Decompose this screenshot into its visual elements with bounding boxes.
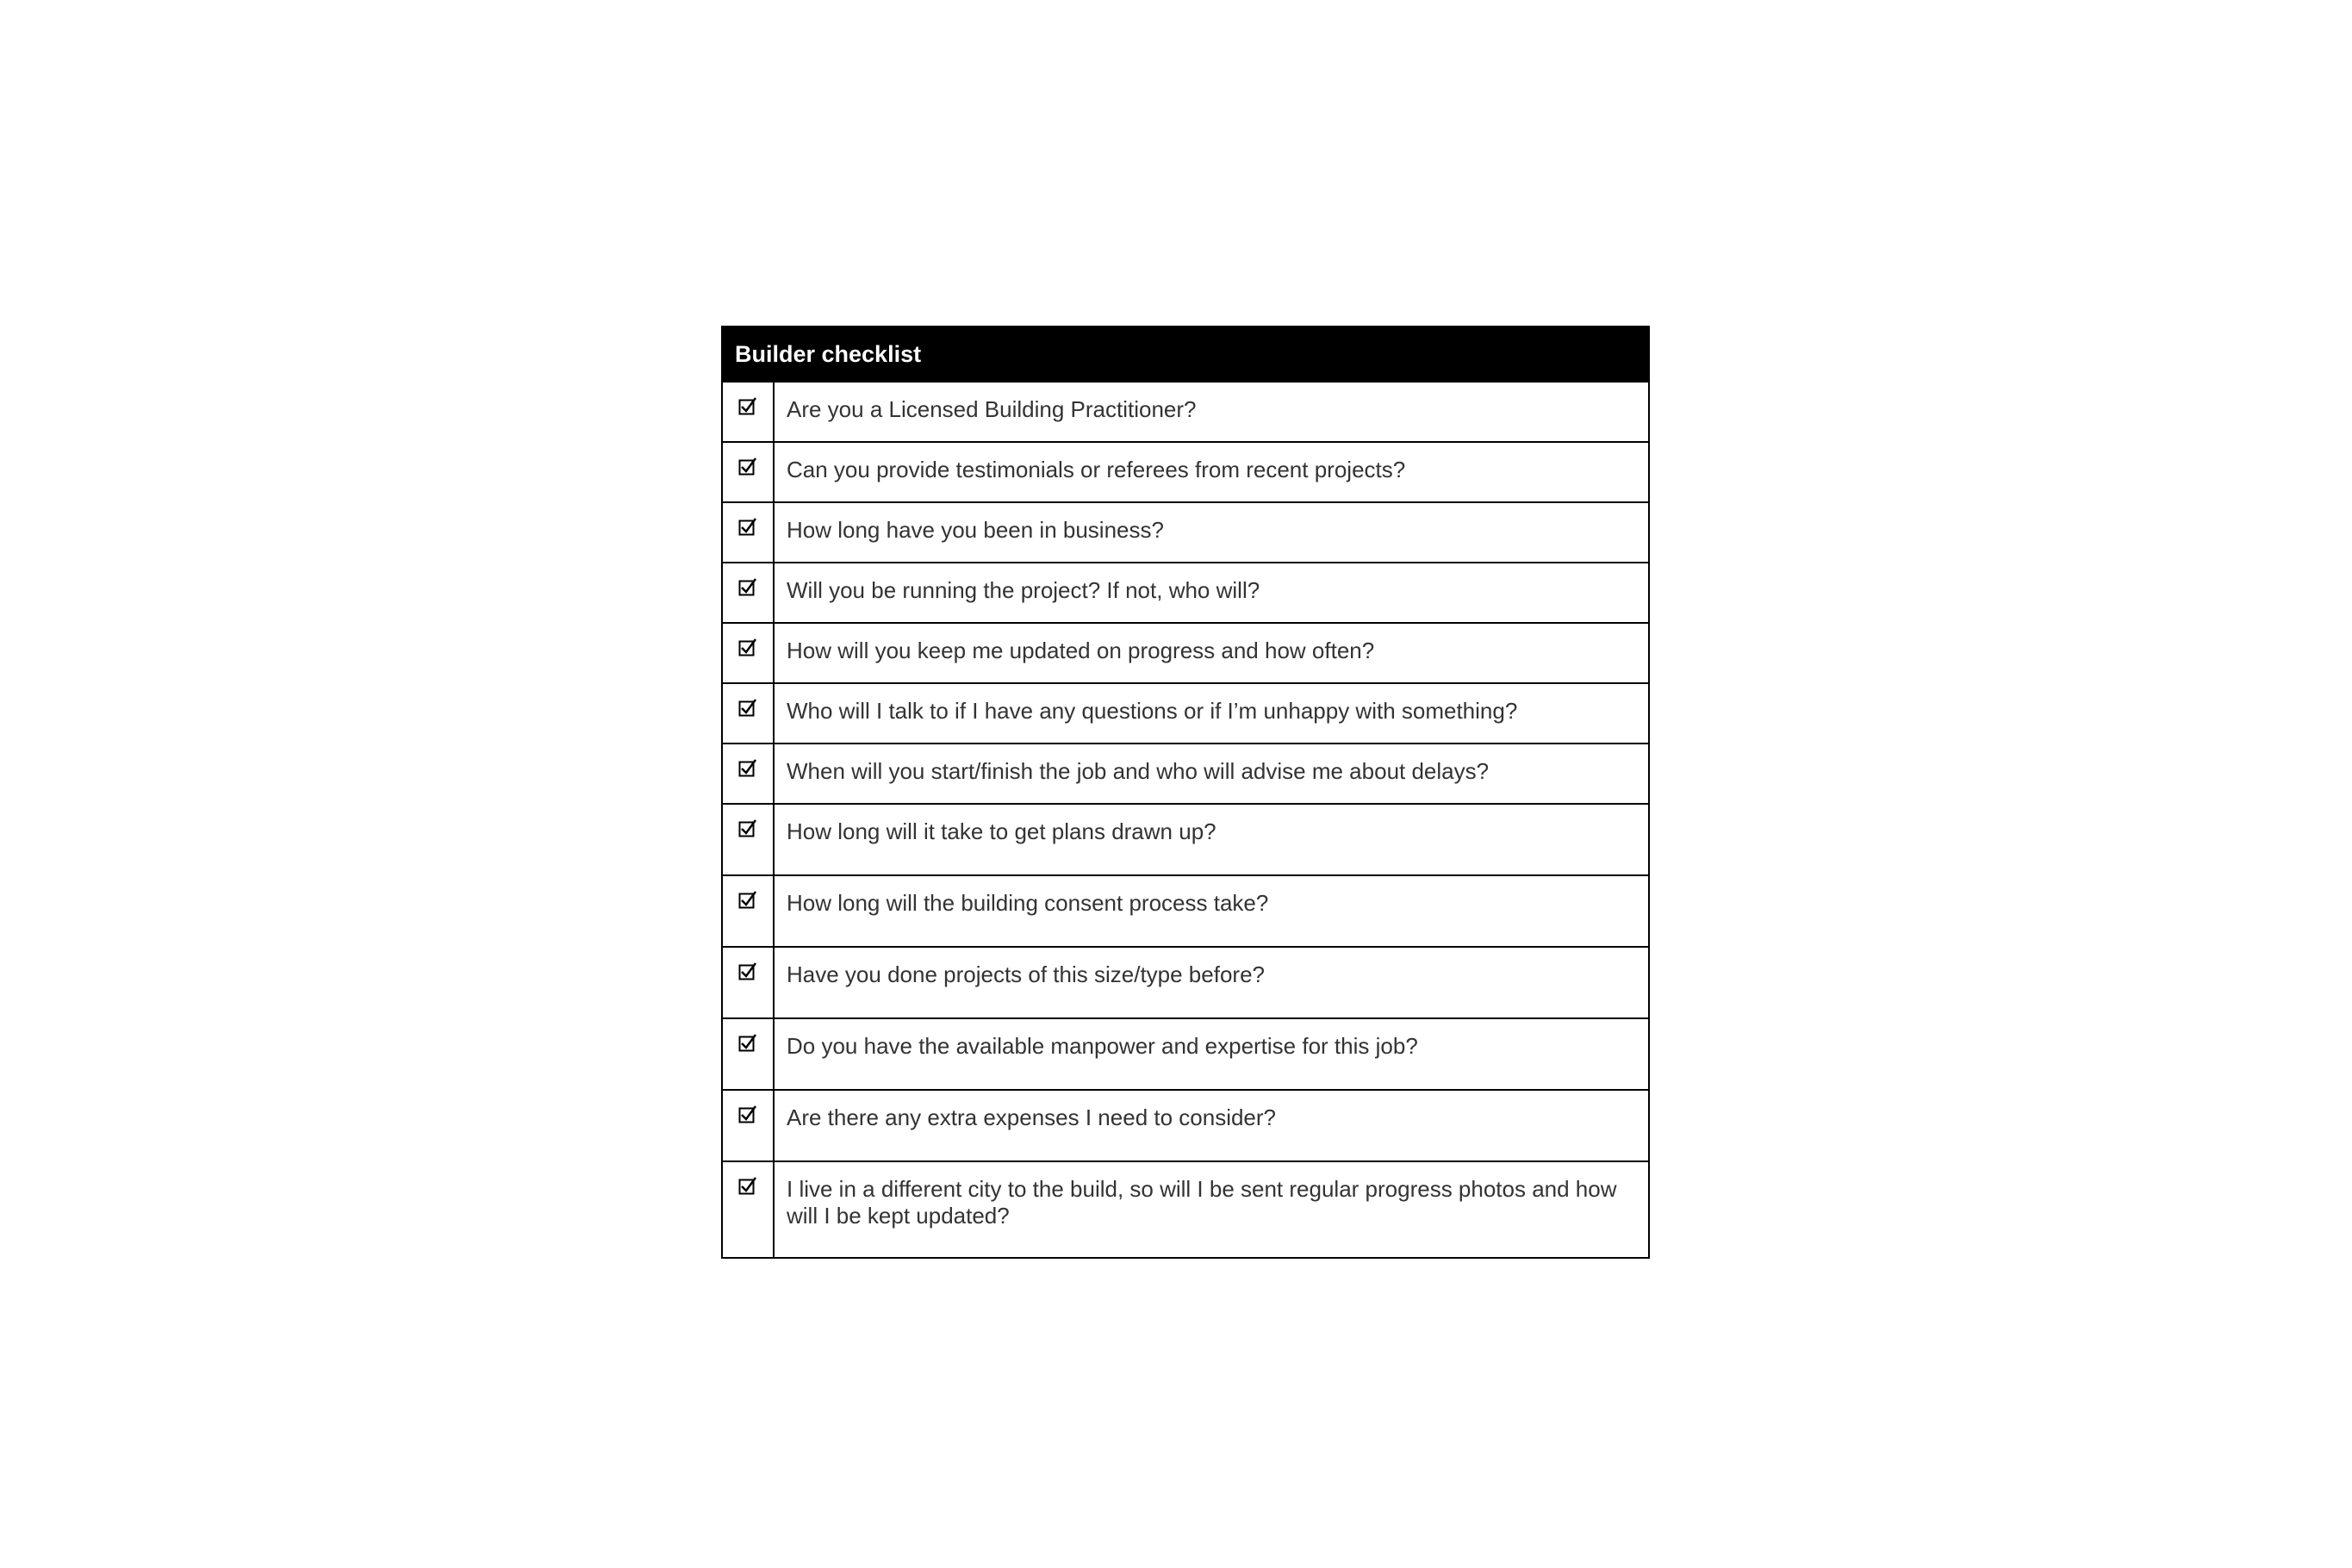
checklist-item-text: Have you done projects of this size/type before? [787, 961, 1265, 987]
checked-box-icon [738, 1104, 757, 1123]
checklist-item-text: I live in a different city to the build, so will I be sent regular progress photos and how will I be kept updated? [787, 1176, 1617, 1229]
table-row [723, 803, 1648, 874]
table-row [723, 622, 1648, 682]
check-cell [723, 1091, 775, 1160]
check-cell [723, 876, 775, 946]
checked-box-icon [738, 961, 757, 980]
table-row [723, 946, 1648, 1017]
checked-box-icon [738, 890, 757, 909]
table-row [723, 874, 1648, 946]
checked-box-icon [738, 1033, 757, 1052]
table-row [723, 682, 1648, 743]
checklist-item-text: How will you keep me updated on progress and how often? [787, 638, 1375, 663]
checked-box-icon [738, 758, 757, 777]
table-row [723, 441, 1648, 501]
check-cell [723, 563, 775, 622]
checklist-item-text: How long will the building consent process take? [787, 890, 1269, 916]
checked-box-icon [738, 457, 757, 476]
table-row [723, 562, 1648, 622]
checklist-item-text: Are there any extra expenses I need to consider? [787, 1104, 1277, 1130]
check-cell [723, 443, 775, 501]
checklist-item-text: Are you a Licensed Building Practitioner? [787, 396, 1197, 422]
checked-box-icon [738, 638, 757, 656]
checked-box-icon [738, 1176, 757, 1195]
check-cell [723, 503, 775, 562]
check-cell [723, 1019, 775, 1089]
checked-box-icon [738, 818, 757, 837]
checked-box-icon [738, 396, 757, 415]
check-cell [723, 624, 775, 682]
checklist-item-text: Who will I talk to if I have any questions or if I’m unhappy with something? [787, 698, 1518, 724]
checklist-item-text: Will you be running the project? If not, who will? [787, 577, 1260, 603]
checklist-item-text: When will you start/finish the job and who will advise me about delays? [787, 758, 1490, 784]
checklist-item-text: How long have you been in business? [787, 517, 1164, 543]
check-cell [723, 383, 775, 441]
check-cell [723, 744, 775, 803]
check-cell [723, 684, 775, 743]
checked-box-icon [738, 517, 757, 536]
checklist-item-text: Do you have the available manpower and expertise for this job? [787, 1033, 1418, 1059]
table-row [723, 1089, 1648, 1160]
table-row [723, 1017, 1648, 1089]
table-row [723, 743, 1648, 803]
builder-checklist-table [721, 326, 1650, 1259]
check-cell [723, 805, 775, 874]
checklist-item-text: How long will it take to get plans drawn up? [787, 818, 1216, 844]
checklist-item-text: Can you provide testimonials or referees from recent projects? [787, 457, 1406, 482]
check-cell [723, 948, 775, 1017]
check-cell [723, 1162, 775, 1257]
checked-box-icon [738, 577, 757, 596]
table-row [723, 381, 1648, 441]
table-row [723, 1160, 1648, 1257]
checked-box-icon [738, 698, 757, 717]
checklist-title: Builder checklist [723, 327, 1648, 381]
table-row [723, 501, 1648, 562]
